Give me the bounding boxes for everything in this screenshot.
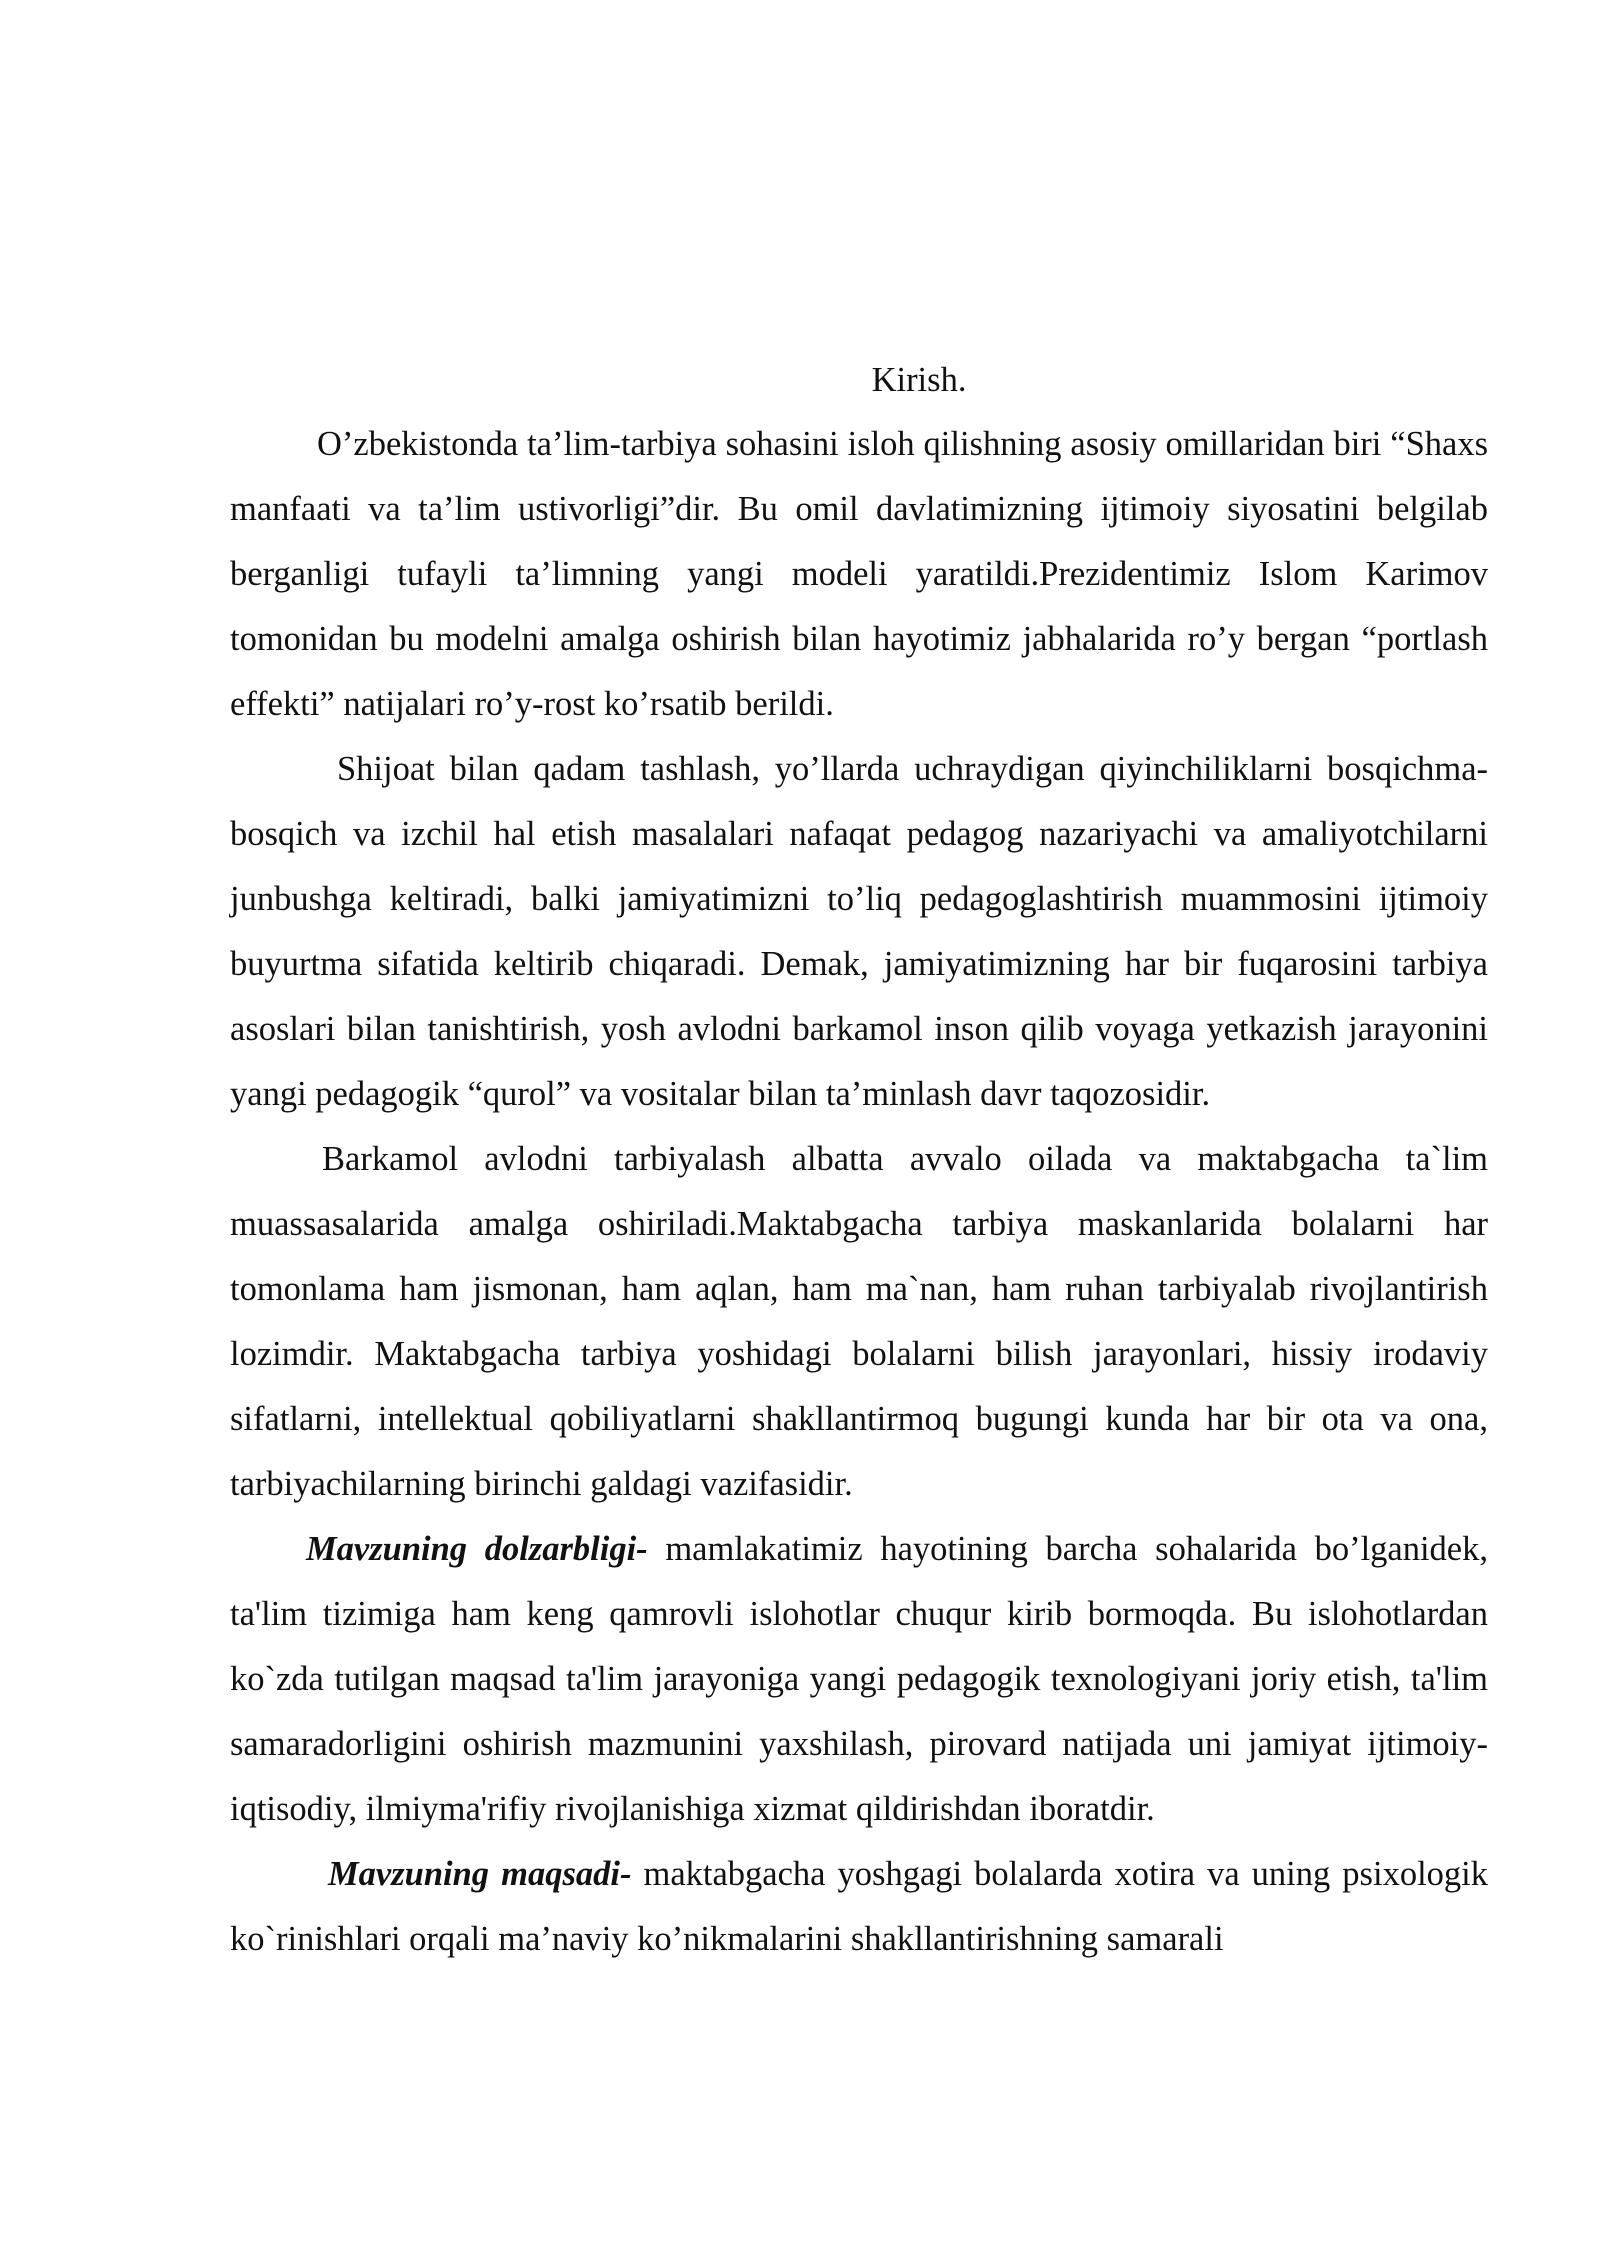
- paragraph-dolzarbligi: [230, 1517, 1488, 1842]
- paragraph-text: O’zbekistonda ta’lim-tarbiya sohasini isloh qilishning asosiy omillaridan biri “Shaxs manfaati va ta’lim ustivorligi”dir. Bu omil davlatimizning ijtimoiy siyosatini belgilab berganligi tufayli ta’limning yangi modeli yaratildi.Prezidentimiz Islom Karimov tomonidan bu modelni amalga oshirish bilan hayotimiz jabhalarida ro’y bergan “portlash effekti” natijalari ro’y-rost ko’rsatib berildi.: [230, 425, 1488, 723]
- page-title: Kirish.: [871, 361, 967, 399]
- document-body: [230, 350, 1488, 1972]
- paragraph-text: Barkamol avlodni tarbiyalash albatta avvalo oilada va maktabgacha ta`lim muassasalarida amalga oshiriladi.Maktabgacha tarbiya maskanlarida bolalarni har tomonlama ham jismonan, ham aqlan, ham ma`nan, ham ruhan tarbiyalab rivojlantirish lozimdir. Maktabgacha tarbiya yoshidagi bolalarni bilish jarayonlari, hissiy irodaviy sifatlarni, intellektual qobiliyatlarni shakllantirmoq bugungi kunda har bir ota va ona, tarbiyachilarning birinchi galdagi vazifasidir.: [230, 1140, 1488, 1503]
- paragraph-maqsadi: [230, 1842, 1488, 1972]
- paragraph-text: Shijoat bilan qadam tashlash, yo’llarda uchraydigan qiyinchiliklarni bosqichma-bosqich va izchil hal etish masalalari nafaqat pedagog nazariyachi va amaliyotchilarni junbushga keltiradi, balki jamiyatimizni to’liq pedagoglashtirish muammosini ijtimoiy buyurtma sifatida keltirib chiqaradi. Demak, jamiyatimizning har bir fuqarosini tarbiya asoslari bilan tanishtirish, yosh avlodni barkamol inson qilib voyaga yetkazish jarayonini yangi pedagogik “qurol” va vositalar bilan ta’minlash davr taqozosidir.: [230, 750, 1488, 1113]
- paragraph-shijoat: [230, 737, 1488, 1127]
- paragraph-barkamol: [230, 1127, 1488, 1517]
- paragraph-intro: [230, 412, 1488, 737]
- paragraph-lead: Mavzuning maqsadi-: [328, 1855, 632, 1893]
- paragraph-text: maktabgacha yoshgagi bolalarda xotira va uning psixologik ko`rinishlari orqali ma’naviy ko’nikmalarini shakllantirishning samarali: [230, 1855, 1488, 1958]
- paragraph-lead: Mavzuning dolzarbligi-: [306, 1530, 648, 1568]
- paragraph-text: mamlakatimiz hayotining barcha sohalarida bo’lganidek, ta'lim tizimiga ham keng qamrovli islohotlar chuqur kirib bormoqda. Bu islohotlardan ko`zda tutilgan maqsad ta'lim jarayoniga yangi pedagogik texnologiyani joriy etish, ta'lim samaradorligini oshirish mazmunini yaxshilash, pirovard natijada uni jamiyat ijtimoiy-iqtisodiy, ilmiyma'rifiy rivojlanishiga xizmat qildirishdan iboratdir.: [230, 1530, 1488, 1828]
